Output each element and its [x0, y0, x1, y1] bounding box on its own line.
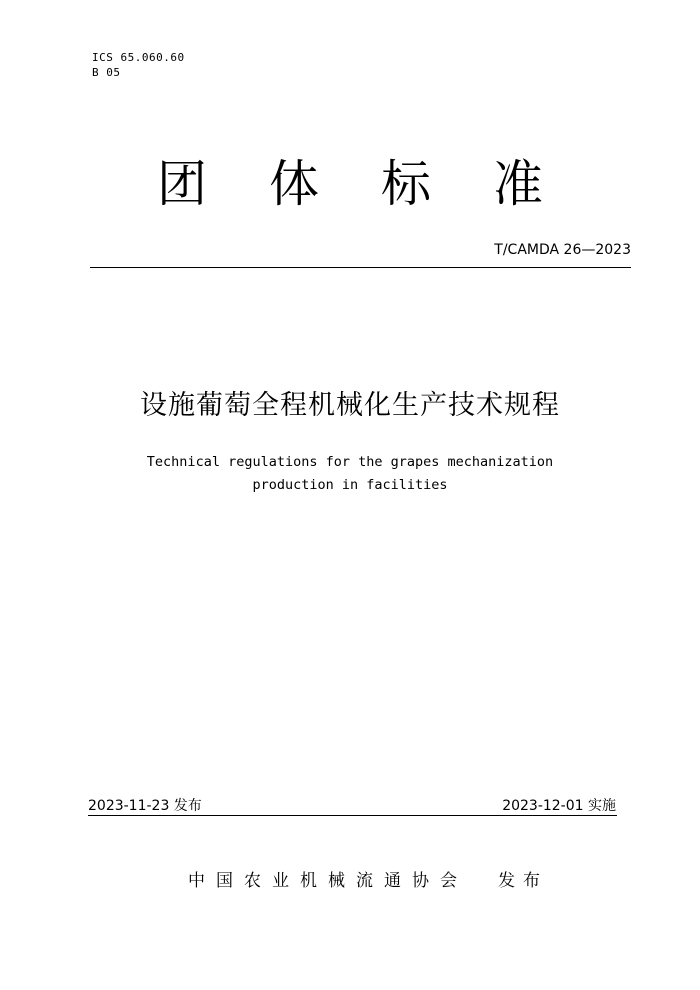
ics-code: ICS 65.060.60 [92, 51, 185, 64]
title-english [0, 451, 700, 497]
publisher-action: 发布 [498, 871, 548, 891]
title-english-line-2: production in facilities [252, 477, 448, 493]
standard-number: T/CAMDA 26—2023 [494, 242, 631, 258]
top-divider [90, 267, 631, 268]
title-english-line-1: Technical regulations for the grapes mechanization [146, 454, 554, 470]
bottom-divider [88, 815, 617, 816]
implementation-date: 2023-12-01 实施 [502, 798, 616, 814]
publisher-name: 中国农业机械流通协会 [188, 871, 468, 891]
ccs-code: B 05 [92, 66, 121, 79]
standard-type-heading: 团体标准 [157, 155, 605, 213]
release-date: 2023-11-23 发布 [88, 798, 202, 814]
title-chinese: 设施葡萄全程机械化生产技术规程 [140, 390, 560, 421]
classification-codes [92, 50, 185, 80]
